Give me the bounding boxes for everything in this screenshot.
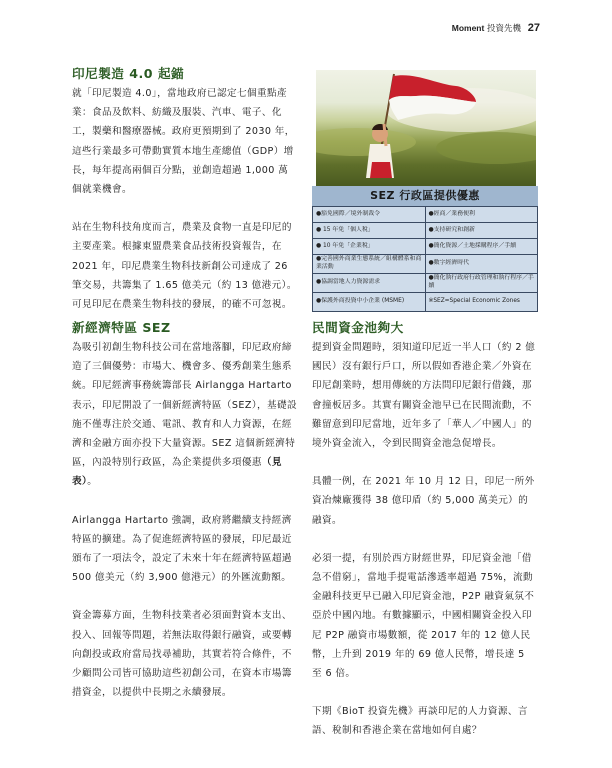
right-column — [312, 320, 538, 741]
table-cell: ●完善國外商業生態系統／組構體系和商業活動 — [313, 255, 426, 274]
magazine-brand: Moment — [451, 23, 485, 33]
table-row — [313, 274, 538, 293]
table-cell: ● 10 年免「企業稅」 — [313, 239, 426, 255]
page-header — [452, 22, 540, 34]
heading-made-in-indonesia: 印尼製造 4.0 起錨 — [72, 66, 185, 81]
heading-private-capital: 民間資金池夠大 — [312, 320, 404, 335]
paragraph-sez-end: 。 — [87, 476, 98, 488]
table-cell: ●簡化資源／土地採購程序／手續 — [425, 239, 538, 255]
table-row — [313, 239, 538, 255]
table-row — [313, 223, 538, 239]
paragraph-industry: 就「印尼製造 4.0」，當地政府已認定七個重點產業：食品及飲料、紡織及服裝、汽車、電子、化工，製藥和醫療器械。政府更預期到了 2030 年，這些行業最多可帶動實質本地生產總值（GDP）增長，每年提高兩個百分點，並創造超過 1,000 萬個就業機會。 — [72, 88, 295, 196]
table-cell: ●經商／業務便利 — [425, 207, 538, 223]
table-cell: ● 15 年免「個人稅」 — [313, 223, 426, 239]
sez-benefits-box — [312, 186, 538, 312]
table-row — [313, 255, 538, 274]
paragraph-next-issue: 下期《BioT 投資先機》再談印尼的人力資源、言語、稅制和香港企業在當地如何自處？ — [312, 706, 528, 737]
paragraph-hartarto: Airlangga Hartarto 強調，政府將繼續支持經濟特區的擴建。為了促進經濟特區的發展，印尼最近頒布了一項法令，設定了未來十年在經濟特區超過 500 億美元（約 3,900 億港元）的外匯流動額。 — [72, 514, 292, 584]
paragraph-funding: 資金籌募方面，生物科技業者必須面對資本支出、投入、回報等問題，若無法取得銀行融資，或要轉向創投或政府當局找尋補助，其實若符合條件，不少顧問公司皆可協助這些初創公司，在資本市場籌措資金，以提供中長期之永續發展。 — [72, 610, 292, 699]
table-cell: ●數字經濟時代 — [425, 255, 538, 274]
sez-box-title: SEZ 行政區提供優惠 — [312, 186, 538, 206]
table-cell: ●簡化執行政府行政管理和執行程序／手續 — [425, 274, 538, 293]
table-cell: ●豁免國際／境外制裁令 — [313, 207, 426, 223]
left-column — [72, 66, 298, 314]
table-cell: ●支持研究和創新 — [425, 223, 538, 239]
paragraph-sez — [72, 338, 298, 492]
sez-benefits-table — [312, 206, 538, 312]
table-cell: ●協調當地人力資源需求 — [313, 274, 426, 293]
section-name: 投資先機 — [487, 24, 522, 34]
see-table-note: （見表） — [72, 457, 282, 488]
paragraph-capital-pool: 提到資金問題時，須知道印尼近一半人口（約 2 億國民）沒有銀行戶口，所以假如香港企業／外資在印尼創業時，想用傳統的方法問印尼銀行借錢，那會撞板居多。其實有關資金池早已在民間流動，不難留意到印尼當地，近年多了「華人／中國人」的境外資金流入，令到民間資金池急促增長。 — [312, 342, 536, 450]
paragraph-p2p: 必須一提，有別於西方財經世界，印尼資金池「借急不借窮」，當地手提電話滲透率超過 75%，流動金融科技更早已融入印尼資金池，P2P 融資氣氛不亞於中國內地。有數據顯示，中國相關資金投入印尼 P2P 融資市場數額，從 2017 年的 12 億人民幣，上升到 2019 年的 69 億人民幣，增長達 5 至 6 倍。 — [312, 552, 535, 680]
table-cell: ●保護外商投資中小企業 (MSME) — [313, 293, 426, 312]
left-column-lower — [72, 320, 298, 702]
girl-waving-indonesian-flag-photo — [316, 70, 536, 186]
table-row — [313, 207, 538, 223]
table-row — [313, 293, 538, 312]
page-number: 27 — [527, 22, 540, 34]
heading-sez: 新經濟特區 SEZ — [72, 320, 171, 335]
sez-abbreviation-note: ※SEZ=Special Economic Zones — [425, 293, 538, 312]
paragraph-sez-text: 為吸引初創生物科技公司在當地落腳，印尼政府締造了三個優勢：市場大、機會多、優秀創業生態系統。印尼經濟事務統籌部長 Airlangga Hartarto 表示，印尼開設了一個新經濟特區（SEZ），基礎設施不僅專注於交通、電訊、教育和人力資源，在經濟和金融方面亦投下大量資源。SEZ 這個新經濟特區，內設特別行政區，為企業提供多項優惠 — [72, 342, 297, 469]
paragraph-example: 具體一例，在 2021 年 10 月 12 日，印尼一所外資冶煉廠獲得 38 億印盾（約 5,000 萬美元）的融資。 — [312, 476, 535, 526]
paragraph-agri-biotech: 站在生物科技角度而言，農業及食物一直是印尼的主要產業。根據東盟農業食品技術投資報告，在 2021 年，印尼農業生物科技新創公司達成了 26 筆交易，共籌集了 1.65 億美元（約 13 億港元）。可見印尼在農業生物科技的發展，的確不可忽視。 — [72, 222, 297, 311]
